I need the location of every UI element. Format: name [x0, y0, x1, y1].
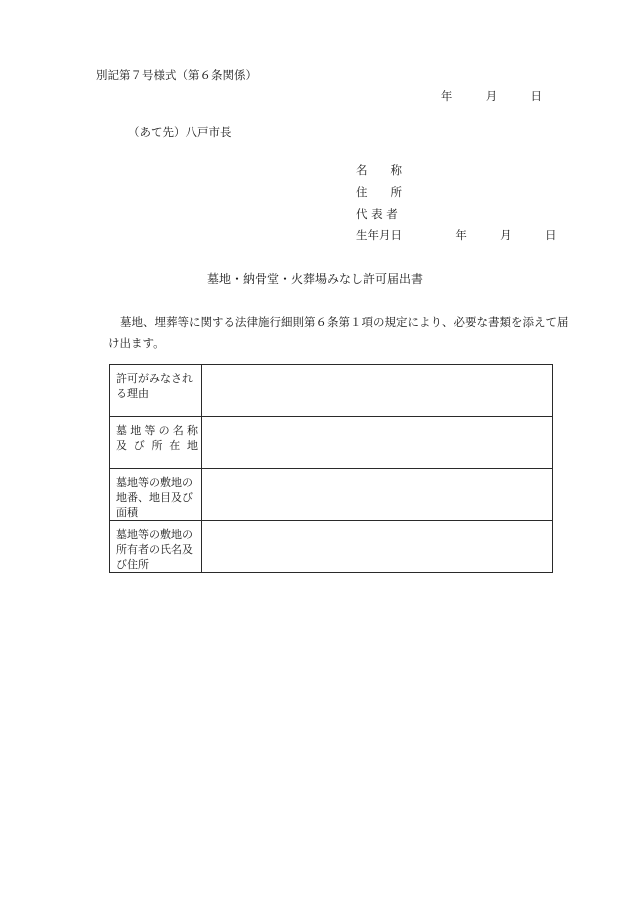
- date-year: 年: [440, 89, 453, 103]
- birth-year: 年: [455, 228, 467, 242]
- applicant-birth-row: [356, 227, 556, 243]
- table-row: [110, 521, 553, 573]
- table-row: [110, 469, 553, 521]
- row-label-reason: 許可がみなされる理由: [110, 365, 202, 417]
- addressee: （あて先）八戸市長: [128, 125, 232, 139]
- document-title: 墓地・納骨堂・火葬場みなし許可届出書: [206, 272, 423, 286]
- applicant-address-row: [356, 184, 406, 200]
- applicant-address-label: 住 所: [356, 185, 402, 199]
- form-number: 別記第７号様式（第６条関係）: [96, 68, 257, 82]
- row-label-line2: 及び所在地: [116, 439, 198, 452]
- birth-day: 日: [544, 228, 557, 242]
- applicant-name-label: 名 称: [356, 163, 402, 177]
- table-row: [110, 417, 553, 469]
- applicant-birth-label: 生年月日: [356, 228, 402, 242]
- birth-month: 月: [500, 228, 512, 242]
- row-value-reason[interactable]: [202, 365, 553, 417]
- body-text: 墓地、埋葬等に関する法律施行細則第６条第１項の規定により、必要な書類を添えて届け出ます。: [108, 315, 569, 350]
- row-value-name-location[interactable]: [202, 417, 553, 469]
- row-value-lot[interactable]: [202, 469, 553, 521]
- applicant-rep-label: 代 表 者: [356, 207, 398, 221]
- date-line: [441, 88, 542, 104]
- date-day: 日: [530, 89, 542, 103]
- table-row: [110, 365, 553, 417]
- applicant-name-row: [356, 162, 406, 178]
- row-label-name-location: [110, 417, 202, 469]
- date-month: 月: [485, 89, 498, 103]
- applicant-rep-row: [356, 206, 406, 222]
- row-label-line1: 墓地等の名称: [116, 424, 198, 437]
- notification-table: [109, 364, 553, 573]
- row-label-owner: 墓地等の敷地の所有者の氏名及び住所: [110, 521, 202, 573]
- row-label-lot: 墓地等の敷地の地番、地目及び面積: [110, 469, 202, 521]
- row-value-owner[interactable]: [202, 521, 553, 573]
